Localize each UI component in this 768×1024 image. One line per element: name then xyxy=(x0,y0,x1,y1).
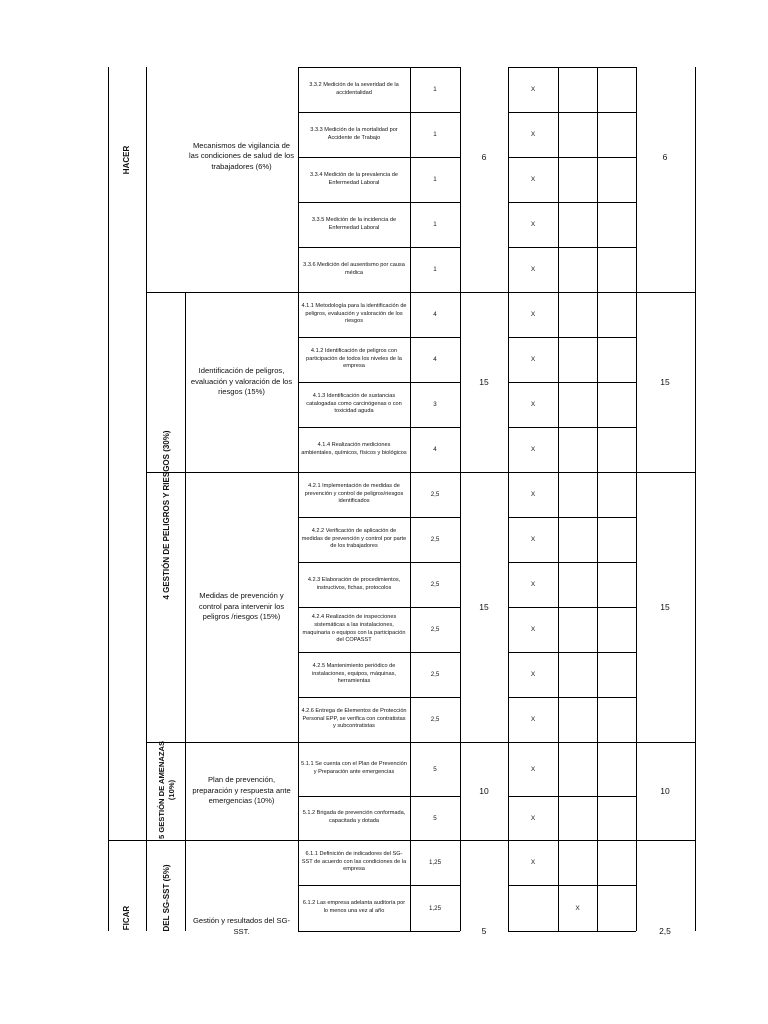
phase-peligros-label: 4 GESTIÓN DE PELIGROS Y RIESGOS (30%) xyxy=(161,430,171,600)
grid-line xyxy=(508,247,636,248)
row-value: 3 xyxy=(433,401,437,408)
grid-line xyxy=(298,652,460,653)
row-value: 5 xyxy=(433,814,437,822)
grid-line xyxy=(298,517,460,518)
grid-line xyxy=(298,607,460,608)
grid-line xyxy=(508,382,636,383)
row-no-cumple-mark xyxy=(558,840,597,885)
row-na-mark xyxy=(597,607,636,652)
phase-amenazas-label xyxy=(157,741,177,839)
grid-line xyxy=(146,67,147,931)
row-na-mark xyxy=(597,427,636,472)
row-value: 2,5 xyxy=(430,671,440,678)
row-value: 1,25 xyxy=(428,904,442,912)
row-na-mark xyxy=(597,337,636,382)
row-description: 4.2.3 Elaboración de procedimientos, instructivos, fichas, protocolos xyxy=(307,576,401,591)
grid-line xyxy=(508,112,636,113)
grid-line xyxy=(410,67,411,931)
group-label-5-1: Plan de prevención, preparación y respuesta ante emergencias (10%) xyxy=(192,775,291,806)
grid-line xyxy=(508,562,636,563)
group-label-6-1: Gestión y resultados del SG-SST. xyxy=(192,916,291,936)
row-value: 4 xyxy=(433,446,437,453)
grid-line xyxy=(636,67,637,931)
row-cumple-mark: X xyxy=(530,176,536,183)
group-label-4-1: Identificación de peligros, evaluación y valoración de los riesgos (15%) xyxy=(190,366,293,397)
row-value: 5 xyxy=(433,765,437,773)
grid-line xyxy=(636,292,695,293)
row-value: 2,5 xyxy=(430,581,440,588)
row-no-cumple-mark: X xyxy=(575,904,580,912)
grid-line xyxy=(508,697,636,698)
row-description: 6.1.2 Las empresa adelanta auditoría por lo menos una vez al año xyxy=(302,900,406,914)
row-na-mark xyxy=(597,742,636,796)
grid-line xyxy=(508,427,636,428)
row-value: 1 xyxy=(433,266,437,273)
row-description: 3.3.4 Medición de la prevalencia de Enfermedad Laboral xyxy=(309,171,398,186)
row-description: 5.1.1 Se cuenta con el Plan de Prevención y Preparación ante emergencias xyxy=(301,761,407,775)
grid-line xyxy=(508,652,636,653)
row-cumple-mark: X xyxy=(530,491,536,498)
row-cumple-mark: X xyxy=(530,765,536,773)
grid-line xyxy=(298,931,460,932)
grid-line xyxy=(508,742,636,743)
grid-line xyxy=(146,742,298,743)
row-no-cumple-mark xyxy=(558,472,597,517)
grid-line xyxy=(508,840,636,841)
group-obtained-score: 2,5 xyxy=(659,926,671,936)
row-no-cumple-mark xyxy=(558,337,597,382)
phase-sgsst-label: DEL SG-SST (5%) xyxy=(161,864,171,932)
row-value: 1,25 xyxy=(428,859,442,866)
grid-line xyxy=(298,796,460,797)
row-cumple-mark: X xyxy=(530,266,536,273)
grid-line xyxy=(508,517,636,518)
grid-line xyxy=(298,247,460,248)
grid-line xyxy=(508,337,636,338)
row-value: 1 xyxy=(433,86,437,93)
grid-line xyxy=(508,607,636,608)
row-cumple-mark: X xyxy=(530,446,536,453)
row-no-cumple-mark xyxy=(558,382,597,427)
row-cumple-mark: X xyxy=(530,131,536,138)
row-na-mark xyxy=(597,652,636,697)
grid-line xyxy=(298,742,460,743)
row-description: 5.1.2 Brigada de prevención conformada, capacitada y dotada xyxy=(302,810,406,824)
row-cumple-mark: X xyxy=(530,814,536,822)
grid-line xyxy=(508,292,636,293)
grid-line xyxy=(298,67,299,931)
grid-line xyxy=(558,67,559,931)
grid-line xyxy=(460,472,508,473)
row-no-cumple-mark xyxy=(558,652,597,697)
row-na-mark xyxy=(597,202,636,247)
row-no-cumple-mark xyxy=(558,607,597,652)
grid-line xyxy=(298,157,460,158)
row-value: 1 xyxy=(433,131,437,138)
group-max-score: 15 xyxy=(479,602,489,612)
phase-hacer-label: HACER xyxy=(121,145,131,175)
phase-amenazas-line1: 5 GESTIÓN DE AMENAZAS xyxy=(157,740,167,840)
row-cumple-mark: X xyxy=(530,536,536,543)
row-description: 4.2.5 Mantenimiento periódico de instalaciones, equipos, máquinas, herramientas xyxy=(312,662,396,685)
row-no-cumple-mark xyxy=(558,562,597,607)
row-cumple-mark xyxy=(508,885,558,931)
row-cumple-mark: X xyxy=(530,221,536,228)
grid-line xyxy=(298,562,460,563)
row-value: 2,5 xyxy=(430,491,440,498)
row-na-mark xyxy=(597,562,636,607)
grid-line xyxy=(508,885,636,886)
row-na-mark xyxy=(597,840,636,885)
row-na-mark xyxy=(597,796,636,840)
grid-line xyxy=(298,697,460,698)
group-obtained-score: 15 xyxy=(660,602,670,612)
phase-verificar-label: FICAR xyxy=(121,905,131,931)
row-description: 3.3.5 Medición de la incidencia de Enfermedad Laboral xyxy=(311,216,397,231)
row-value: 2,5 xyxy=(430,536,440,543)
grid-line xyxy=(636,840,695,841)
grid-line xyxy=(146,292,298,293)
row-na-mark xyxy=(597,885,636,931)
row-na-mark xyxy=(597,382,636,427)
row-description: 4.1.2 Identificación de peligros con participación de todos los niveles de la empresa xyxy=(306,347,402,370)
group-label-3-3: Mecanismos de vigilancia de las condiciones de salud de los trabajadores (6%) xyxy=(188,140,295,171)
group-obtained-score: 6 xyxy=(662,151,668,162)
grid-line xyxy=(298,427,460,428)
grid-line xyxy=(298,292,460,293)
row-no-cumple-mark xyxy=(558,157,597,202)
row-description: 4.1.4 Realización mediciones ambientales, químicos, físicos y biológicos xyxy=(301,441,407,456)
row-na-mark xyxy=(597,112,636,157)
grid-line xyxy=(298,112,460,113)
row-na-mark xyxy=(597,697,636,742)
row-na-mark xyxy=(597,517,636,562)
grid-line xyxy=(298,67,460,68)
row-cumple-mark: X xyxy=(530,401,536,408)
row-description: 4.2.2 Verificación de aplicación de medidas de prevención y control por parte de los trabajadores xyxy=(301,527,407,550)
grid-line xyxy=(508,472,636,473)
row-cumple-mark: X xyxy=(530,86,536,93)
row-cumple-mark: X xyxy=(530,356,536,363)
row-cumple-mark: X xyxy=(530,716,536,723)
row-cumple-mark: X xyxy=(530,581,536,588)
row-no-cumple-mark xyxy=(558,67,597,112)
row-description: 3.3.6 Medición del ausentismo por causa médica xyxy=(303,261,405,276)
group-max-score: 5 xyxy=(481,926,487,936)
group-obtained-score: 15 xyxy=(660,377,670,387)
row-no-cumple-mark xyxy=(558,292,597,337)
grid-line xyxy=(508,796,636,797)
row-value: 2,5 xyxy=(430,716,440,723)
row-no-cumple-mark xyxy=(558,517,597,562)
grid-line xyxy=(108,67,109,931)
grid-line xyxy=(508,202,636,203)
row-no-cumple-mark xyxy=(558,697,597,742)
grid-line xyxy=(636,472,695,473)
row-description: 4.2.1 Implementación de medidas de prevención y control de peligros/riesgos identificados xyxy=(304,482,404,505)
grid-line xyxy=(508,67,636,68)
row-cumple-mark: X xyxy=(530,671,536,678)
group-max-score: 6 xyxy=(481,151,487,162)
phase-amenazas-line2: (10%) xyxy=(167,779,176,801)
row-value: 4 xyxy=(433,311,437,318)
grid-line xyxy=(597,67,598,931)
row-value: 1 xyxy=(433,221,437,228)
grid-line xyxy=(146,472,298,473)
row-value: 2,5 xyxy=(430,626,440,633)
grid-line xyxy=(298,202,460,203)
row-no-cumple-mark xyxy=(558,427,597,472)
row-na-mark xyxy=(597,67,636,112)
row-no-cumple-mark xyxy=(558,202,597,247)
row-description: 4.2.6 Entrega de Elementos de Protección Personal EPP, se verifica con contratistas y subcontratistas xyxy=(301,707,407,730)
row-cumple-mark: X xyxy=(530,311,536,318)
row-cumple-mark: X xyxy=(530,859,536,866)
row-cumple-mark: X xyxy=(530,626,536,633)
grid-line xyxy=(460,840,508,841)
group-max-score: 10 xyxy=(479,786,489,796)
row-value: 4 xyxy=(433,356,437,363)
row-no-cumple-mark xyxy=(558,112,597,157)
grid-line xyxy=(695,67,696,931)
row-description: 4.1.3 Identificación de sustancias catalogadas como carcinógenas o con toxicidad aguda xyxy=(306,392,402,415)
grid-line xyxy=(508,931,636,932)
row-no-cumple-mark xyxy=(558,247,597,292)
grid-line xyxy=(460,742,508,743)
row-value: 1 xyxy=(433,176,437,183)
grid-line xyxy=(298,337,460,338)
row-description: 4.1.1 Metodología para la identificación de peligros, evaluación y valoración de los riesgos xyxy=(301,302,407,325)
group-label-4-2: Medidas de prevención y control para intervenir los peligros /riesgos (15%) xyxy=(198,591,285,622)
group-obtained-score: 10 xyxy=(660,786,670,796)
grid-line xyxy=(460,67,461,931)
grid-line xyxy=(298,885,460,886)
grid-line xyxy=(298,382,460,383)
grid-line xyxy=(298,840,460,841)
grid-line xyxy=(636,742,695,743)
row-na-mark xyxy=(597,247,636,292)
grid-line xyxy=(508,157,636,158)
grid-line xyxy=(298,472,460,473)
row-na-mark xyxy=(597,472,636,517)
grid-line xyxy=(185,292,186,931)
grid-line xyxy=(108,840,298,841)
group-max-score: 15 xyxy=(479,377,489,387)
row-description: 3.3.2 Medición de la severidad de la accidentalidad xyxy=(309,81,399,96)
row-na-mark xyxy=(597,157,636,202)
row-no-cumple-mark xyxy=(558,742,597,796)
row-description: 4.2.4 Realización de inspecciones sistemáticas a las instalaciones, maquinaria o equipos con la participación del COPASST xyxy=(302,613,406,644)
row-description: 3.3.3 Medición de la mortalidad por Accidente de Trabajo xyxy=(310,126,398,141)
grid-line xyxy=(460,292,508,293)
row-description: 6.1.1 Definición de indicadores del SG-SST de acuerdo con las condiciones de la empresa xyxy=(301,850,407,873)
row-na-mark xyxy=(597,292,636,337)
grid-line xyxy=(508,67,509,931)
row-no-cumple-mark xyxy=(558,796,597,840)
